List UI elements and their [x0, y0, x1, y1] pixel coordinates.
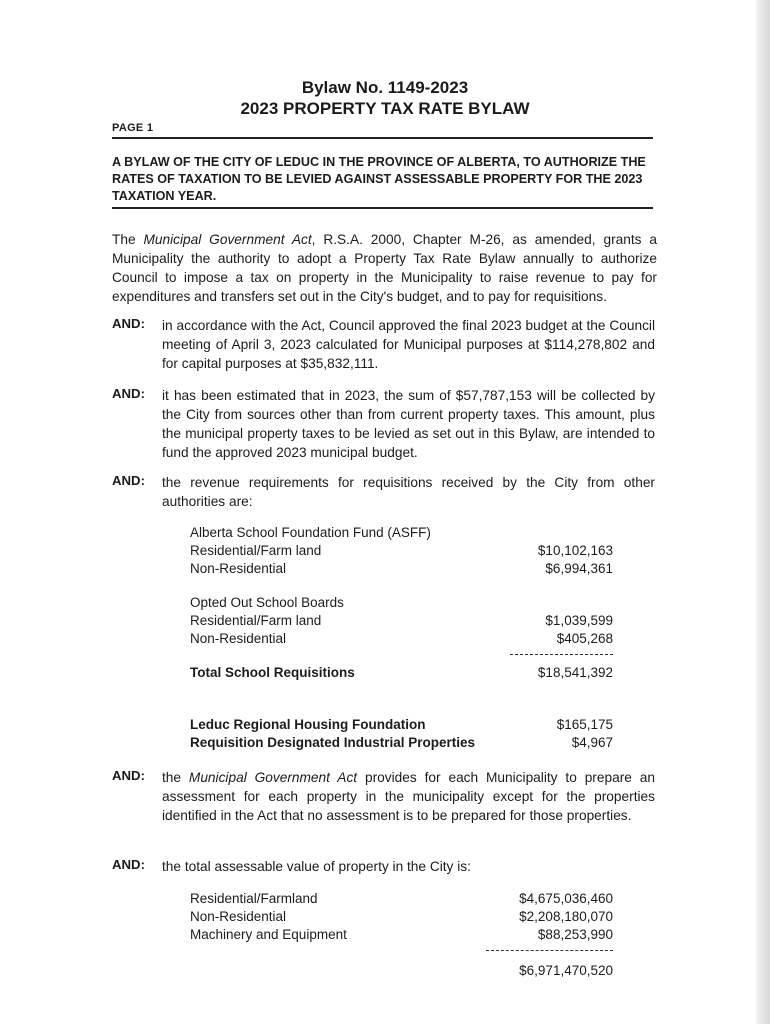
clause-assessable-value: the total assessable value of property in the City is:	[162, 859, 471, 874]
and-label-1: AND:	[112, 316, 145, 331]
clause-budget: in accordance with the Act, Council approved the final 2023 budget at the Council meeting of April 3, 2023 calculated for Municipal purposes at $114,278,802 and for capital purposes at $35,832,111.	[162, 318, 655, 371]
asff-residential-row: Residential/Farm land $10,102,163	[190, 543, 613, 558]
and-label-5: AND:	[112, 857, 145, 872]
assessment-nonresidential-row: Non-Residential $2,208,180,070	[190, 909, 613, 924]
opted-title-row: Opted Out School Boards	[190, 595, 344, 610]
heading-divider	[112, 207, 653, 209]
and-label-2: AND:	[112, 386, 145, 401]
intro-paragraph: The Municipal Government Act, R.S.A. 2000, Chapter M-26, as amended, grants a Municipality the authority to adopt a Property Tax Rate Bylaw annually to authorize Council to impose a tax on property in the Municipality to raise revenue to pay for expenditures and transfers set out in the City's budget, and to pay for requisitions.	[112, 232, 658, 304]
school-subtotal-line	[510, 654, 613, 655]
designated-industrial-row: Requisition Designated Industrial Properties $4,967	[190, 735, 613, 750]
clause-requisitions: the revenue requirements for requisitions received by the City from other authorities are:	[162, 475, 655, 509]
bylaw-number-title: Bylaw No. 1149-2023	[301, 78, 469, 97]
top-divider	[112, 137, 653, 139]
act-name-2: Municipal Government Act	[188, 770, 358, 785]
asff-title-row: Alberta School Foundation Fund (ASFF)	[190, 525, 431, 540]
act-name: Municipal Government Act	[143, 232, 312, 247]
clause-other-revenue: it has been estimated that in 2023, the sum of $57,787,153 will be collected by the City from sources other than from current property taxes. This amount, plus the municipal property taxes to be levied as set out in this Bylaw, are intended to fund the approved 2023 municipal budget.	[162, 388, 655, 460]
and-label-4: AND:	[112, 768, 145, 783]
and-label-3: AND:	[112, 473, 145, 488]
page-edge-shadow	[756, 0, 770, 1024]
page-label: PAGE 1	[112, 122, 154, 134]
housing-foundation-row: Leduc Regional Housing Foundation $165,175	[190, 717, 613, 732]
bylaw-heading: A BYLAW OF THE CITY OF LEDUC IN THE PROVINCE OF ALBERTA, TO AUTHORIZE THE RATES OF TAXATION TO BE LEVIED AGAINST ASSESSABLE PROPERTY FOR THE 2023 TAXATION YEAR.	[112, 155, 646, 203]
opted-nonresidential-row: Non-Residential $405,268	[190, 631, 613, 646]
clause-assessment: the Municipal Government Act provides for each Municipality to prepare an assessment for each property in the municipality except for the properties identified in the Act that no assessment is to be prepared for those properties.	[162, 770, 655, 823]
assessment-machinery-row: Machinery and Equipment $88,253,990	[190, 927, 613, 942]
assessment-total-row: $6,971,470,520	[519, 963, 613, 978]
assessment-subtotal-line	[486, 950, 613, 951]
opted-residential-row: Residential/Farm land $1,039,599	[190, 613, 613, 628]
assessment-residential-row: Residential/Farmland $4,675,036,460	[190, 891, 613, 906]
asff-nonresidential-row: Non-Residential $6,994,361	[190, 561, 613, 576]
bylaw-name-title: 2023 PROPERTY TAX RATE BYLAW	[240, 99, 530, 118]
total-school-requisitions-row: Total School Requisitions $18,541,392	[190, 665, 613, 680]
